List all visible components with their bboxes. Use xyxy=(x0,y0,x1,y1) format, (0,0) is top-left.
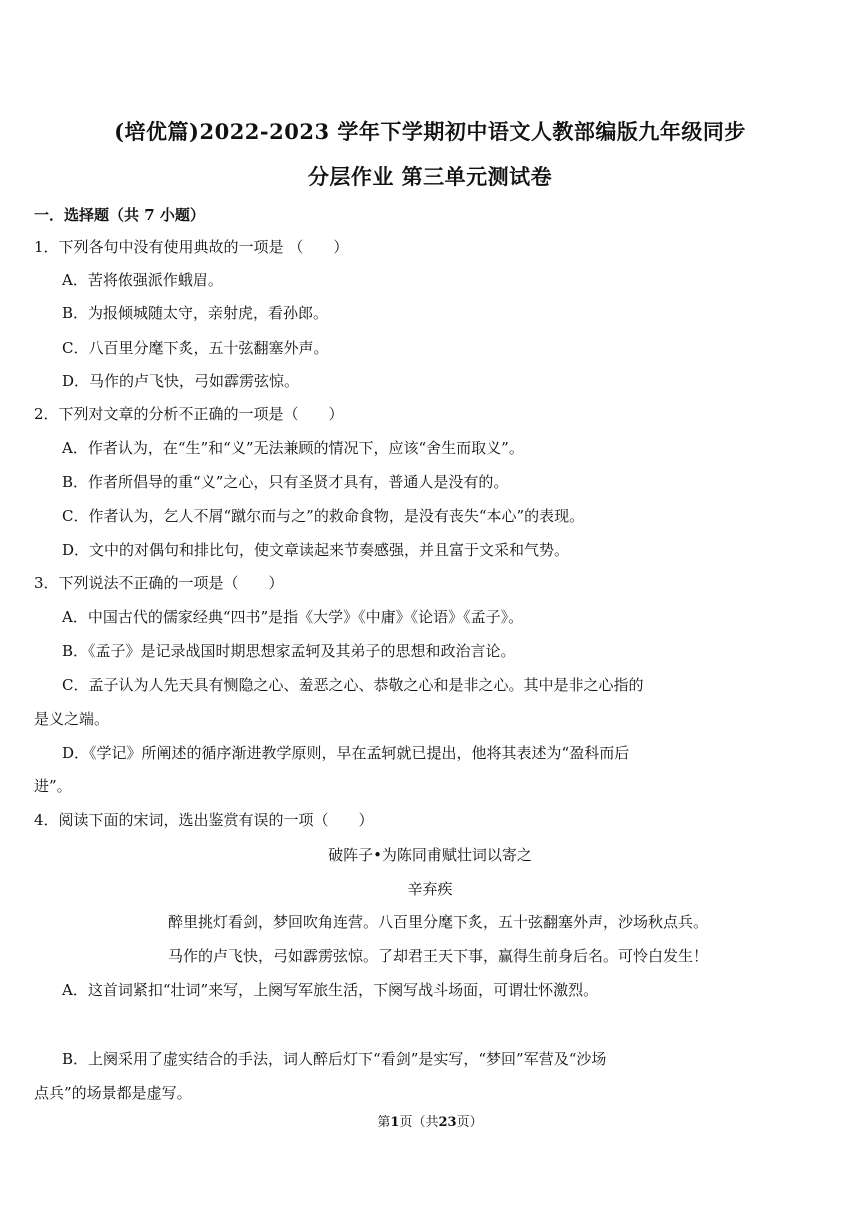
document-title-line-1: (培优篇)2022-2023 学年下学期初中语文人教部编版九年级同步 xyxy=(114,119,746,144)
question-3-stem: 3．下列说法不正确的一项是（ ） xyxy=(34,574,284,592)
question-3-option-d: D．《学记》所阐述的循序渐进教学原则，早在孟轲就已提出，他将其表述为“盈科而后 xyxy=(62,744,630,762)
section-heading: 一．选择题（共 7 小题） xyxy=(34,206,205,224)
question-3-option-c: C．孟子认为人先天具有恻隐之心、羞恶之心、恭敬之心和是非之心。其中是非之心指的 xyxy=(62,676,644,694)
footer-page-number: 1 xyxy=(390,1115,400,1130)
question-1-option-c: C．八百里分麾下炙，五十弦翻塞外声。 xyxy=(62,339,329,357)
question-1-option-a: A．苦将侬强派作蛾眉。 xyxy=(62,271,223,289)
poem-author: 辛弃疾 xyxy=(407,880,453,898)
question-2-option-c: C．作者认为，乞人不屑“蹴尔而与之”的救命食物，是没有丧失“本心”的表现。 xyxy=(62,507,585,525)
poem-line-2: 马作的卢飞快，弓如霹雳弦惊。了却君王天下事，赢得生前身后名。可怜白发生！ xyxy=(168,947,709,965)
question-2-option-a: A．作者认为，在“生”和“义”无法兼顾的情况下，应该“舍生而取义”。 xyxy=(62,439,524,457)
question-2-stem: 2．下列对文章的分析不正确的一项是（ ） xyxy=(34,405,344,423)
question-1-option-b: B．为报倾城随太守，亲射虎，看孙郎。 xyxy=(62,304,329,322)
footer-suffix: 页） xyxy=(456,1115,483,1130)
footer-total-pages: 23 xyxy=(438,1115,457,1130)
question-3-option-b: B．《孟子》是记录战国时期思想家孟轲及其弟子的思想和政治言论。 xyxy=(62,642,516,660)
poem-line-1: 醉里挑灯看剑，梦回吹角连营。八百里分麾下炙，五十弦翻塞外声，沙场秋点兵。 xyxy=(168,913,709,931)
question-1-stem: 1．下列各句中没有使用典故的一项是 （ ） xyxy=(34,238,349,256)
question-4-option-b: B．上阕采用了虚实结合的手法，词人醉后灯下“看剑”是实写，“梦回”军营及“沙场 xyxy=(62,1050,607,1068)
footer-middle: 页（共 xyxy=(399,1115,439,1130)
footer-prefix: 第 xyxy=(377,1115,391,1130)
page-footer xyxy=(0,1111,860,1130)
question-2-option-b: B．作者所倡导的重“义”之心，只有圣贤才具有，普通人是没有的。 xyxy=(62,473,509,491)
document-title-line-2: 分层作业 第三单元测试卷 xyxy=(307,164,553,189)
question-2-option-d: D．文中的对偶句和排比句，使文章读起来节奏感强，并且富于文采和气势。 xyxy=(62,541,570,559)
question-3-option-c-continued: 是义之端。 xyxy=(34,710,110,728)
question-3-option-a: A．中国古代的儒家经典“四书”是指《大学》《中庸》《论语》《孟子》。 xyxy=(62,608,524,626)
question-3-option-d-continued: 进”。 xyxy=(34,777,72,795)
question-4-option-a: A．这首词紧扣“壮词”来写，上阕写军旅生活，下阕写战斗场面，可谓壮怀激烈。 xyxy=(62,981,599,999)
question-4-stem: 4．阅读下面的宋词，选出鉴赏有误的一项（ ） xyxy=(34,811,374,829)
question-4-option-b-continued: 点兵”的场景都是虚写。 xyxy=(34,1084,192,1102)
poem-title: 破阵子•为陈同甫赋壮词以寄之 xyxy=(328,846,532,864)
question-1-option-d: D．马作的卢飞快，弓如霹雳弦惊。 xyxy=(62,372,300,390)
